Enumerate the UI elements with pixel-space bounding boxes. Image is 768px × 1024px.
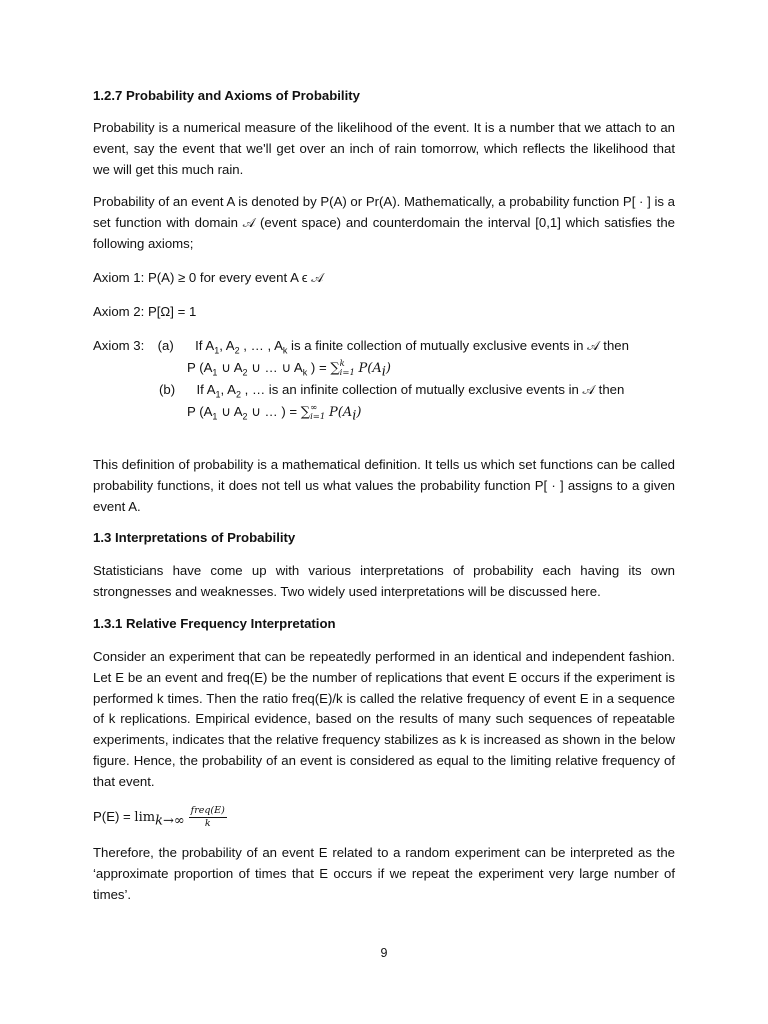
frequency-fraction: $\frac{\text{freq(E)}}{k}$ xyxy=(190,805,225,830)
axiom-2: Axiom 2: P[Ω] = 1 xyxy=(93,304,197,319)
axiom-3b-statement: (b) If $A_1$, $A_2$ , … is an infinite collection of mutually exclusive events in 𝒜 then xyxy=(159,382,625,400)
axiom-3a-formula: P ($A_1$ ∪ $A_2$ ∪ … ∪ $A_k$ ) = ∑ k i=1 $P(A_i)$ xyxy=(187,358,391,380)
paragraph-relative-frequency: Consider an experiment that can be repeatedly performed in an identical and independent fashion. Let E be an event and freq(E) be the number of replications that event E occurs if the experiment is performed k times. Then the ratio freq(E)/k is called the relative frequency of event E in a sequence of k replications. Empirical evidence, based on the results of many such sequences of repeatable experiments, indicates that the relative frequency stabilizes as k is increased as shown in the below figure. Hence, the probability of an event is considered as equal to the limiting relative frequency of that event. xyxy=(93,649,675,789)
page-number: 9 xyxy=(380,946,388,960)
section-heading-1-3-1: 1.3.1 Relative Frequency Interpretation xyxy=(93,616,336,631)
paragraph-probability-definition: Probability is a numerical measure of the likelihood of the event. It is a number that we attach to an event, say the event that we'll get over an inch of rain tomorrow, which reflects the likelihood that we will get this much rain. xyxy=(93,120,675,177)
axiom-3b-label: (b) xyxy=(159,382,176,397)
axiom-3-label: Axiom 3: xyxy=(93,338,145,353)
paragraph-probability-function: Probability of an event A is denoted by P(A) or Pr(A). Mathematically, a probability function P[ · ] is a set function with domain 𝒜 (event space) and counterdomain the interval [0,1] which satisfies the following axioms; xyxy=(93,194,675,251)
axiom-3b-formula: P ($A_1$ ∪ $A_2$ ∪ … ) = ∑ ∞ i=1 $P(A_i)$ xyxy=(187,402,362,424)
relative-frequency-formula: $P(E) = \lim_{k\to\infty}$ $\frac{\text{freq(E)}}{k}$ xyxy=(93,805,225,830)
axiom-3a-label: (a) xyxy=(157,338,174,353)
section-heading-1-2-7: 1.2.7 Probability and Axioms of Probability xyxy=(93,88,360,103)
section-heading-1-3: 1.3 Interpretations of Probability xyxy=(93,530,296,545)
axiom-3a-statement: Axiom 3: (a) If $A_1$, $A_2$ , … , $A_k$ is a finite collection of mutually exclusive events in 𝒜 then xyxy=(93,338,629,356)
paragraph-approximate-proportion: Therefore, the probability of an event E related to a random experiment can be interpreted as the ‘approximate proportion of times that E occurs if we repeat the experiment very large number of times’. xyxy=(93,845,675,902)
paragraph-mathematical-definition: This definition of probability is a mathematical definition. It tells us which set functions can be called probability functions, it does not tell us what values the probability function P[ · ] assigns to a given event A. xyxy=(93,457,675,514)
paragraph-interpretations: Statisticians have come up with various interpretations of probability each having its own strongnesses and weaknesses. Two widely used interpretations will be discussed here. xyxy=(93,563,675,599)
axiom-1: Axiom 1: P(A) ≥ 0 for every event A ϵ 𝒜 xyxy=(93,270,324,285)
